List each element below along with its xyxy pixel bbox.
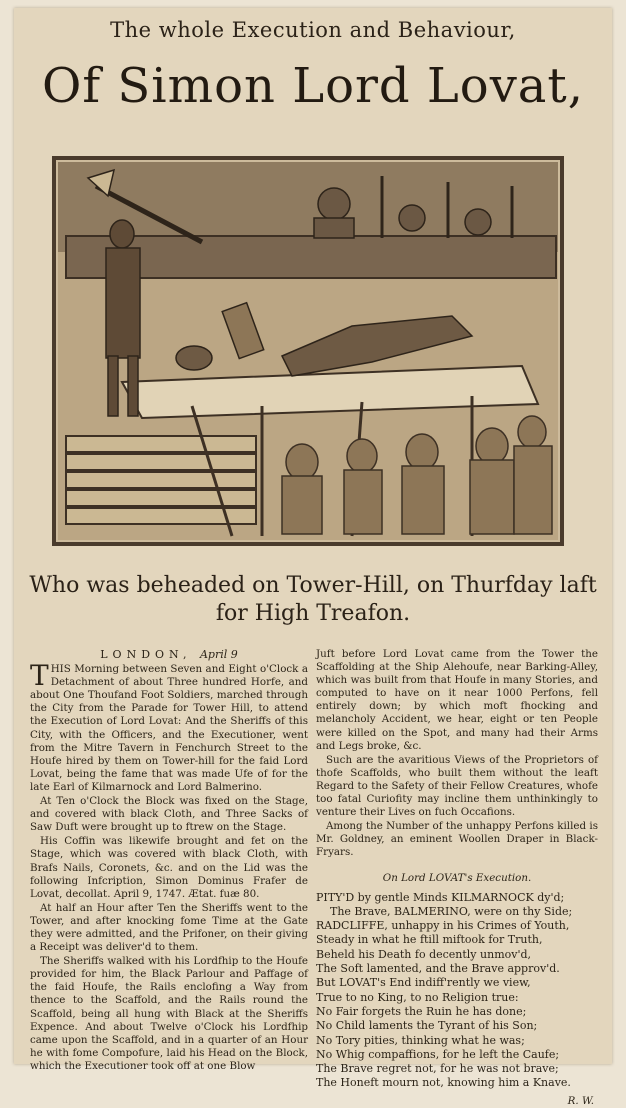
right-column: [316, 648, 598, 1108]
left-column: [30, 648, 308, 1074]
signature: R. W.: [567, 1094, 594, 1107]
poem-line: Beheld his Death fo decently unmov'd,: [316, 947, 532, 961]
dateline-city: LONDON,: [100, 648, 192, 661]
paragraph-text: HIS Morning between Seven and Eight o'Clock a Detachment of about Three hundred Horfe, and about One Thoufand Foot Soldiers, marched through the City from the Parade for Tower Hill, to attend the Execution of Lord Lovat: And the Sheriffs of this City, with the Officers, and the Executioner, went from the Mitre Tavern in Fenchurch Street to the Houfe hired by them on Tower-hill for the faid Lord Lovat, being the fame that was made Ufe of for the late Earl of Kilmarnock and Lord Balmerino.: [30, 663, 308, 793]
poem-title: On Lord LOVAT's Execution.: [382, 871, 532, 884]
headline-subtitle: The whole Execution and Behaviour,: [110, 18, 516, 42]
article-paragraph: Juft before Lord Lovat came from the Tower the Scaffolding at the Ship Alehoufe, near Barking-Alley, which was built from that Houfe in many Stories, and computed to have on it near 1000 Perfons, fell entirely down; by which moft fhocking and melancholy Accident, we hear, eight or ten People were killed on the Spot, and many had their Arms and Legs broke, &c.: [316, 648, 598, 752]
article-paragraph: [30, 659, 308, 794]
headline-title: Of Simon Lord Lovat,: [42, 58, 584, 114]
poem: [316, 891, 598, 1091]
poem-line: No Whig compaffions, for he left the Caufe;: [316, 1047, 560, 1061]
drop-cap: T: [30, 659, 49, 693]
dateline-date: April 9: [199, 648, 238, 661]
poem-line: No Child laments the Tyrant of his Son;: [316, 1019, 538, 1033]
poem-line: The Honeft mourn not, knowing him a Knave.: [316, 1076, 571, 1090]
poem-line: The Brave regret not, for he was not brave;: [316, 1062, 559, 1076]
woodcut-illustration: [52, 156, 564, 546]
poem-line: But LOVAT's End indiff'rently we view,: [316, 976, 531, 990]
poem-line: No Tory pities, thinking what he was;: [316, 1033, 525, 1047]
poem-line: Steady in what he ftill miftook for Truth,: [316, 933, 543, 947]
illustration-caption: Who was beheaded on Tower-Hill, on Thurfday laft for High Treafon.: [29, 573, 597, 626]
poem-line: The Soft lamented, and the Brave approv'd.: [316, 962, 560, 976]
dateline: [30, 648, 308, 661]
scaffold-steps: [66, 436, 256, 524]
article-paragraph: Among the Number of the unhappy Perfons killed is Mr. Goldney, an eminent Woollen Draper in Black-Fryars.: [316, 820, 598, 859]
article-paragraph: The Sheriffs walked with his Lordfhip to the Houfe provided for him, the Black Parlour and Paffage of the faid Houfe, the Rails enclofing a Way from thence to the Scaffold, and the Rails round the Scaffold, being all hung with Black at the Sheriffs Expence. And about Twelve o'Clock his Lordfhip came upon the Scaffold, and in a quarter of an Hour he with fome Compofure, laid his Head on the Block, which the Executioner took off at one Blow: [30, 955, 308, 1072]
poem-line: No Fair forgets the Ruin he has done;: [316, 1004, 527, 1018]
poem-line: The Brave, BALMERINO, were on thy Side;: [330, 904, 573, 918]
article-paragraph: Such are the avaritious Views of the Proprietors of thofe Scaffolds, who built them without the leaft Regard to the Safety of their Fellow Creatures, whofe too fatal Curiofity may incline them unthinkingly to venture their Lives on fuch Occafions.: [316, 753, 598, 819]
poem-line: PITY'D by gentle Minds KILMARNOCK dy'd;: [316, 890, 565, 904]
poem-line: RADCLIFFE, unhappy in his Crimes of Youth,: [316, 919, 570, 933]
poem-line: True to no King, to no Religion true:: [316, 990, 519, 1004]
article-paragraph: His Coffin was likewife brought and fet on the Stage, which was covered with black Cloth, with Brafs Nails, Coronets, &c. and on the Lid was the following Infcription, Simon Dominus Frafer de Lovat, decollat. April 9, 1747. Ætat. fuæ 80.: [30, 835, 308, 900]
article-paragraph: At half an Hour after Ten the Sheriffs went to the Tower, and after knocking fome Time at the Gate they were admitted, and the Prifoner, on their giving a Receipt was deliver'd to them.: [30, 901, 308, 954]
article-paragraph: At Ten o'Clock the Block was fixed on the Stage, and covered with black Cloth, and Three Sacks of Saw Duft were brought up to ftrew on the Stage.: [30, 795, 308, 834]
